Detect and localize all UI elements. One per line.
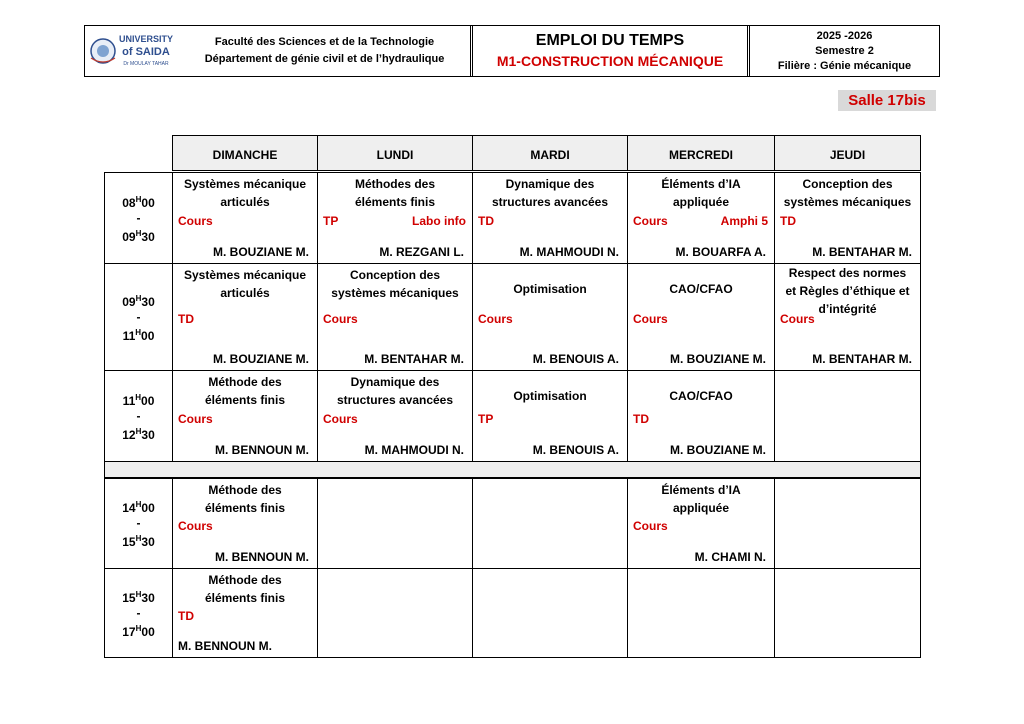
- year-block: [750, 26, 939, 76]
- teacher-name: M. BOUZIANE M.: [213, 352, 309, 366]
- session-type: Cours: [178, 214, 213, 228]
- course-cell: [172, 370, 318, 462]
- course-title: Éléments d’IA: [661, 483, 741, 497]
- semester: Semestre 2: [815, 44, 874, 57]
- empty-cell: [472, 478, 628, 569]
- course-title: Dynamique des: [350, 375, 440, 389]
- teacher-name: M. BENOUIS A.: [532, 443, 619, 457]
- empty-cell: [774, 568, 921, 658]
- course-cell: [472, 263, 628, 371]
- slot-start: $14^H00$: [122, 500, 155, 515]
- course-title: éléments finis: [354, 195, 436, 209]
- course-title: Conception des: [349, 268, 440, 282]
- session-type: TD: [478, 214, 494, 228]
- course-title: systèmes mécaniques: [783, 195, 912, 209]
- title-block: [473, 26, 750, 76]
- course-cell: [627, 370, 775, 462]
- course-title: Optimisation: [513, 282, 587, 296]
- teacher-name: M. BOUARFA A.: [675, 245, 766, 259]
- course-title: d’intégrité: [818, 302, 877, 316]
- session-room: Amphi 5: [720, 214, 768, 228]
- course-title: Méthodes des: [354, 177, 435, 191]
- teacher-name: M. BENNOUN M.: [215, 550, 309, 564]
- slot-end: $12^H30$: [122, 426, 155, 442]
- session-type: Cours: [178, 519, 213, 533]
- empty-cell: [627, 568, 775, 658]
- slot-separator: -: [136, 605, 141, 620]
- course-title: éléments finis: [204, 501, 286, 515]
- teacher-name: M. BENOUIS A.: [532, 352, 619, 366]
- course-title: systèmes mécaniques: [331, 286, 459, 300]
- course-title: appliquée: [672, 501, 729, 515]
- course-cell: [317, 263, 473, 371]
- session-type: Cours: [178, 412, 213, 426]
- session-type: Cours: [633, 519, 668, 533]
- course-cell: [774, 172, 921, 264]
- course-title: Conception des: [802, 177, 893, 191]
- slot-end: $17^H00$: [122, 623, 155, 639]
- session-type: TP: [323, 214, 339, 228]
- course-cell: [774, 263, 921, 371]
- slot-separator: -: [136, 408, 141, 423]
- course-title: Dynamique des: [505, 177, 595, 191]
- course-cell: [172, 568, 318, 658]
- day-header-mardi: MARDI: [472, 135, 628, 171]
- session-type: Cours: [780, 312, 815, 326]
- university-logo: [89, 28, 179, 74]
- teacher-name: M. BENTAHAR M.: [364, 352, 464, 366]
- svg-text:Dr MOULAY TAHAR: Dr MOULAY TAHAR: [123, 61, 169, 67]
- session-type: Cours: [478, 312, 513, 326]
- teacher-name: M. BOUZIANE M.: [670, 352, 766, 366]
- document-header: [84, 25, 940, 77]
- session-type: TP: [478, 412, 494, 426]
- course-title: Systèmes mécanique: [183, 177, 307, 191]
- time-slot: [104, 172, 173, 264]
- filiere: Filière : Génie mécanique: [777, 59, 912, 72]
- department-name: Département de génie civil et de l’hydraulique: [204, 53, 445, 65]
- course-title: articulés: [220, 286, 270, 300]
- empty-cell: [317, 478, 473, 569]
- slot-start: $11^H00$: [122, 392, 155, 408]
- course-title: CAO/CFAO: [669, 282, 733, 296]
- time-slot: [104, 568, 173, 658]
- day-header-mercredi: MERCREDI: [627, 135, 775, 171]
- course-title: Systèmes mécanique: [183, 268, 307, 282]
- course-title: éléments finis: [204, 591, 286, 605]
- course-cell: [472, 370, 628, 462]
- course-title: CAO/CFAO: [669, 389, 733, 403]
- svg-text:UNIVERSITY: UNIVERSITY: [118, 34, 174, 44]
- course-title: Méthode des: [208, 375, 282, 389]
- course-title: Méthode des: [208, 483, 282, 497]
- day-header-dimanche: DIMANCHE: [172, 135, 318, 171]
- course-title: Optimisation: [513, 389, 587, 403]
- session-type: TD: [178, 609, 194, 623]
- course-cell: [317, 370, 473, 462]
- session-type: Cours: [323, 312, 358, 326]
- session-type: Cours: [633, 214, 668, 228]
- timetable-grid: [104, 135, 920, 657]
- course-title: éléments finis: [204, 393, 286, 407]
- session-type: TD: [178, 312, 194, 326]
- slot-separator: -: [136, 309, 141, 324]
- session-room: Labo info: [412, 214, 466, 228]
- course-cell: [172, 263, 318, 371]
- time-slot: [104, 370, 173, 462]
- teacher-name: M. BENNOUN M.: [178, 639, 272, 653]
- teacher-name: M. BENTAHAR M.: [812, 352, 912, 366]
- teacher-name: M. BENNOUN M.: [215, 443, 309, 457]
- room-badge: Salle 17bis: [838, 90, 936, 111]
- faculty-name: Faculté des Sciences et de la Technologie: [214, 36, 435, 48]
- course-cell: [627, 478, 775, 569]
- course-cell: [172, 172, 318, 264]
- course-title: structures avancées: [491, 195, 609, 209]
- teacher-name: M. MAHMOUDI N.: [519, 245, 619, 259]
- course-title: Méthode des: [208, 573, 282, 587]
- course-title: structures avancées: [336, 393, 454, 407]
- page-subtitle: M1-CONSTRUCTION MÉCANIQUE: [496, 53, 724, 69]
- day-header-jeudi: JEUDI: [774, 135, 921, 171]
- slot-separator: -: [136, 516, 141, 530]
- course-cell: [472, 172, 628, 264]
- empty-cell: [472, 568, 628, 658]
- course-cell: [627, 263, 775, 371]
- faculty-block: [85, 26, 473, 76]
- slot-start: $08^H00$: [122, 194, 155, 210]
- slot-end: $09^H30$: [122, 228, 155, 244]
- course-title: Éléments d’IA: [661, 177, 741, 191]
- slot-separator: -: [136, 210, 141, 225]
- course-cell: [172, 478, 318, 569]
- page-title: EMPLOI DU TEMPS: [535, 32, 685, 49]
- teacher-name: M. REZGANI L.: [379, 245, 464, 259]
- empty-cell: [774, 478, 921, 569]
- slot-end: $15^H30$: [122, 534, 155, 549]
- empty-cell: [774, 370, 921, 462]
- teacher-name: M. CHAMI N.: [694, 550, 766, 564]
- course-cell: [627, 172, 775, 264]
- svg-text:of SAIDA: of SAIDA: [122, 46, 170, 58]
- course-title: appliquée: [672, 195, 729, 209]
- course-title: articulés: [220, 195, 270, 209]
- slot-start: $15^H30$: [122, 589, 155, 605]
- session-type: TD: [780, 214, 796, 228]
- session-type: TD: [633, 412, 649, 426]
- session-type: Cours: [323, 412, 358, 426]
- teacher-name: M. BOUZIANE M.: [670, 443, 766, 457]
- teacher-name: M. BOUZIANE M.: [213, 245, 309, 259]
- course-title: Respect des normes: [788, 266, 907, 280]
- day-header-lundi: LUNDI: [317, 135, 473, 171]
- teacher-name: M. BENTAHAR M.: [812, 245, 912, 259]
- slot-end: $11^H00$: [122, 327, 155, 343]
- academic-year: 2025 -2026: [816, 29, 873, 42]
- course-cell: [317, 172, 473, 264]
- time-slot: [104, 263, 173, 371]
- session-type: Cours: [633, 312, 668, 326]
- teacher-name: M. MAHMOUDI N.: [364, 443, 464, 457]
- empty-cell: [317, 568, 473, 658]
- slot-start: $09^H30$: [122, 293, 155, 309]
- lunch-break-band: [104, 461, 921, 478]
- course-title: et Règles d’éthique et: [785, 284, 910, 298]
- time-slot: [104, 478, 173, 569]
